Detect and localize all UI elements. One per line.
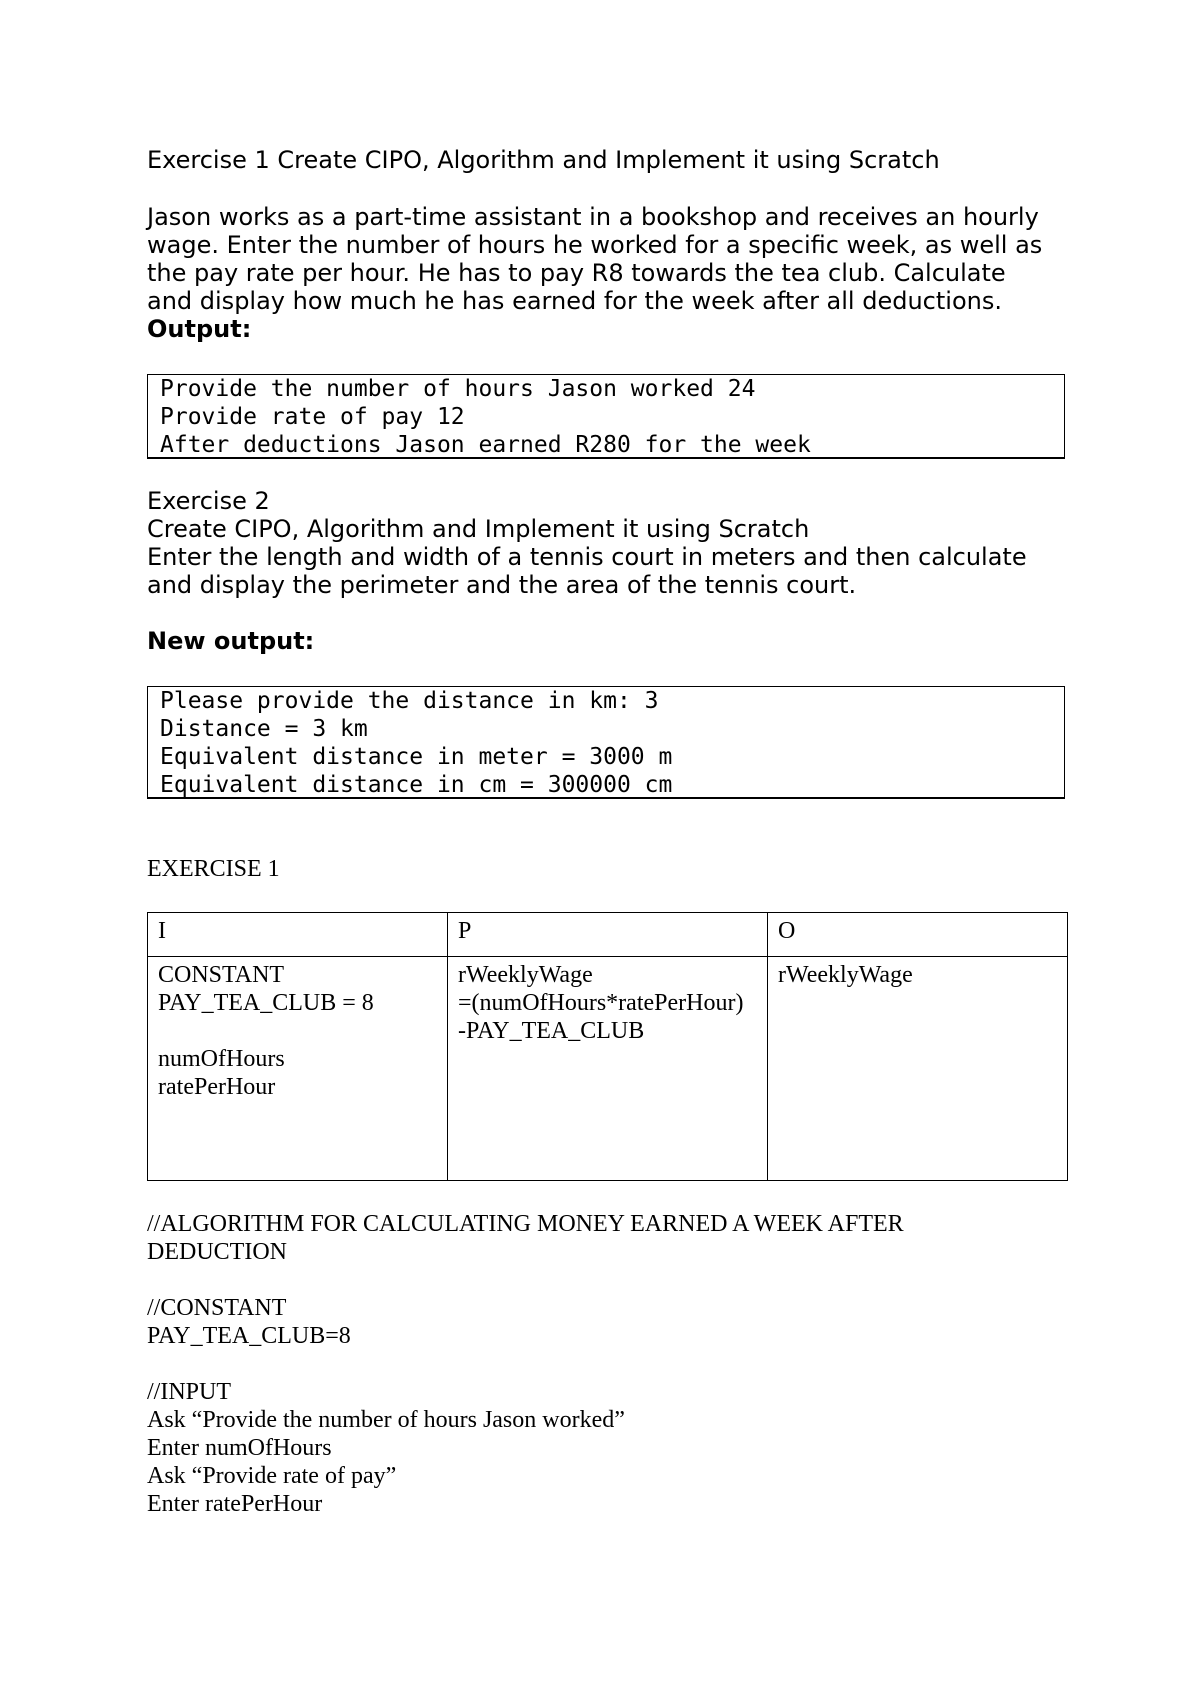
cell-line: =(numOfHours*ratePerHour) xyxy=(458,990,744,1016)
output-cell xyxy=(768,957,1068,1181)
exercise2-subtitle: Create CIPO, Algorithm and Implement it using Scratch xyxy=(147,515,810,543)
output-line: Equivalent distance in cm = 300000 cm xyxy=(160,772,673,798)
description-line: Enter the length and width of a tennis court in meters and then calculate xyxy=(147,543,1027,571)
cell-line: numOfHours xyxy=(158,1046,285,1072)
answer-heading-text: EXERCISE 1 xyxy=(147,856,280,882)
exercise1-heading xyxy=(147,146,1067,174)
output-line: Please provide the distance in km: 3 xyxy=(160,688,659,714)
answer-heading xyxy=(147,855,1067,883)
description-line: Jason works as a part-time assistant in a bookshop and receives an hourly xyxy=(147,203,1039,231)
output-line: Provide rate of pay 12 xyxy=(160,404,465,430)
exercise1-heading-text: Exercise 1 Create CIPO, Algorithm and Implement it using Scratch xyxy=(147,146,940,174)
process-cell xyxy=(448,957,768,1181)
algorithm-title-line: //ALGORITHM FOR CALCULATING MONEY EARNED A WEEK AFTER xyxy=(147,1211,904,1237)
new-output-label: New output: xyxy=(147,627,315,655)
output-line: After deductions Jason earned R280 for the week xyxy=(160,432,811,458)
input-comment: //INPUT xyxy=(147,1379,231,1405)
sample-output-box-2 xyxy=(147,686,1065,799)
algorithm-step: Ask “Provide the number of hours Jason worked” xyxy=(147,1407,625,1433)
constant-comment: //CONSTANT xyxy=(147,1295,287,1321)
cipo-table xyxy=(147,912,1068,1181)
cell-line: PAY_TEA_CLUB = 8 xyxy=(158,990,374,1016)
output-line: Equivalent distance in meter = 3000 m xyxy=(160,744,673,770)
sample-output-box-1 xyxy=(147,374,1065,459)
table-row xyxy=(148,957,1068,1181)
header-cell-process: P xyxy=(448,913,768,957)
algorithm-step: Enter ratePerHour xyxy=(147,1491,323,1517)
input-cell xyxy=(148,957,448,1181)
algorithm-step: Ask “Provide rate of pay” xyxy=(147,1463,397,1489)
cell-line: rWeeklyWage xyxy=(778,962,913,988)
constant-line: PAY_TEA_CLUB=8 xyxy=(147,1323,351,1349)
header-cell-output: O xyxy=(768,913,1068,957)
cell-line: -PAY_TEA_CLUB xyxy=(458,1018,645,1044)
exercise2-section xyxy=(147,487,1067,655)
output-line: Provide the number of hours Jason worked 24 xyxy=(160,376,756,402)
cell-line: ratePerHour xyxy=(158,1074,276,1100)
description-line: wage. Enter the number of hours he worked for a specific week, as well as xyxy=(147,231,1043,259)
description-line: and display the perimeter and the area of the tennis court. xyxy=(147,571,857,599)
cell-line: rWeeklyWage xyxy=(458,962,593,988)
description-line: the pay rate per hour. He has to pay R8 towards the tea club. Calculate xyxy=(147,259,1006,287)
description-line: and display how much he has earned for the week after all deductions. xyxy=(147,287,1002,315)
cell-line: CONSTANT xyxy=(158,962,285,988)
output-line: Distance = 3 km xyxy=(160,716,368,742)
table-header-row xyxy=(148,913,1068,957)
algorithm-step: Enter numOfHours xyxy=(147,1435,332,1461)
algorithm-title-line: DEDUCTION xyxy=(147,1239,287,1265)
exercise1-description xyxy=(147,203,1067,343)
algorithm-section xyxy=(147,1210,1067,1518)
exercise2-title: Exercise 2 xyxy=(147,487,270,515)
header-cell-input: I xyxy=(148,913,448,957)
output-label: Output: xyxy=(147,315,252,343)
